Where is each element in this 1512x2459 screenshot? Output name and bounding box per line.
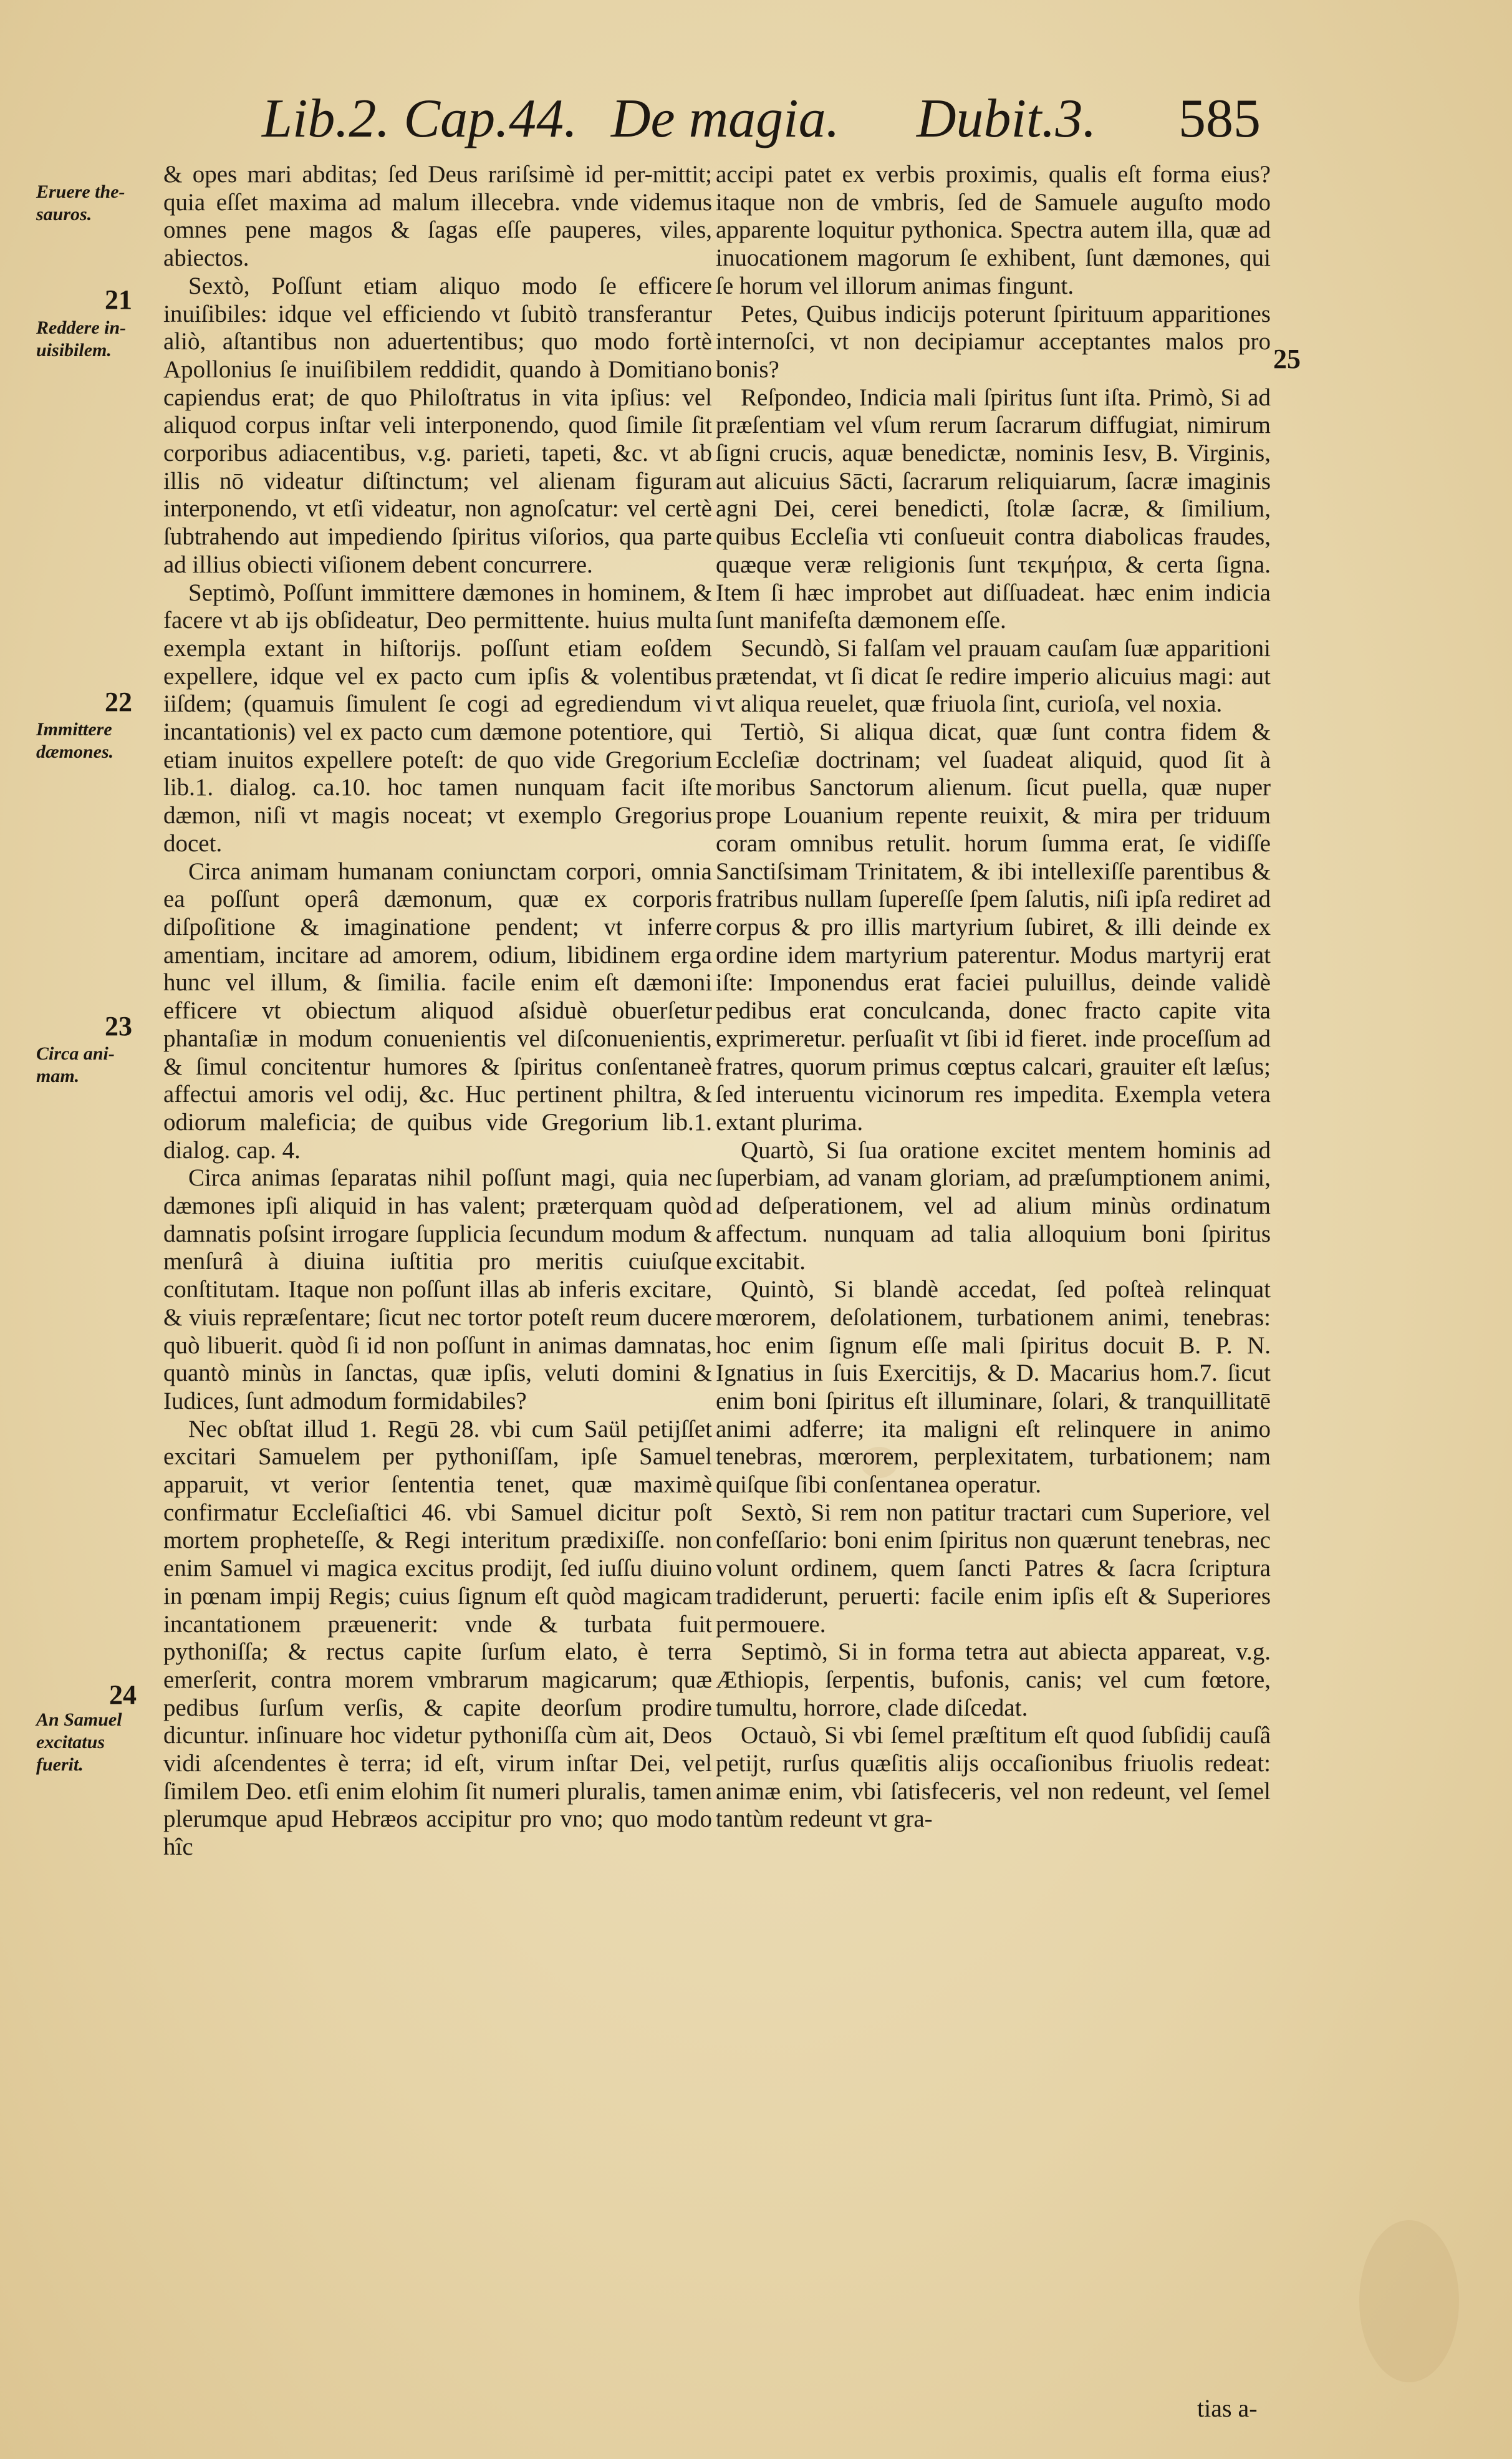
margin-number-25: 25 [1273, 344, 1301, 374]
margin-number-22: 22 [105, 687, 132, 717]
right-column [716, 161, 1271, 2400]
paragraph: Tertiò, Si aliqua dicat, quæ ſunt contra fidem & Eccleſiæ doctrinam; vel ſuadeat aliquid, quod ſit à moribus Sanctorum alienum. ſicut puella, quæ nuper prope Louanium repente reuixit, & mira per triduum coram omnibus retulit. horum ſumma erat, ſe vidiſſe Sanctiſsimam Trinitatem, & ibi intellexiſſe parentibus & fratribus nullam ſupereſſe ſpem ſalutis, niſi ipſa rediret ad corpus & pro illis martyrium ſubiret, & illi deinde ex ordine idem martyrium paterentur. Modus martyrij erat iſte: Imponendus erat faciei puluillus, deinde validè pedibus erat conculcanda, donec fracto capite vita exprimeretur. perſuaſit vt ſibi id fieret. inde proceſſum ad fratres, quorum primus cœptus calcari, grauiter eſt læſus; ſed interuentu vicinorum res impedita. Exempla vetera extant plurima. [716, 718, 1271, 1136]
paragraph: accipi patet ex verbis proximis, qualis eſt forma eius? itaque non de vmbris, ſed de Samuele auguſto modo apparente loquitur pythonica. Spectra autem illa, quæ ad inuocationem magorum ſe exhibent, ſunt dæmones, qui ſe horum vel illorum animas fingunt. [716, 161, 1271, 299]
paragraph: Circa animam humanam coniunctam corpori, omnia ea poſſunt operâ dæmonum, quæ ex corporis diſpoſitione & imaginatione pendent; vt inferre amentiam, incitare ad amorem, odium, libidinem erga hunc vel illum, & ſimilia. facile enim eſt dæmoni efficere vt obiectum aliquod aſsiduè obuerſetur phantaſiæ in modum conuenientis vel diſconuenientis, & ſimul concitentur humores & ſpiritus conſentaneè affectui amoris vel odij, &c. Huc pertinent philtra, & odiorum maleficia; de quibus vide Gregorium lib.1. dialog. cap. 4. [163, 858, 712, 1164]
paragraph: & opes mari abditas; ſed Deus rariſsimè id per-mittit; quia eſſet maxima ad malum illecebra. vnde videmus omnes pene magos & ſagas eſſe pauperes, viles, abiectos. [163, 161, 712, 272]
margin-note-invisibilem: Reddere in-uisibilem. [36, 317, 127, 360]
margin-number-24: 24 [109, 1679, 137, 1710]
margin-number-21: 21 [105, 284, 132, 315]
header-book-chapter: Lib.2. Cap.44. [262, 89, 578, 149]
header-title: De magia. [611, 89, 840, 149]
paragraph: Petes, Quibus indicijs poterunt ſpirituum apparitiones internoſci, vt non decipiamur acceptantes malos pro bonis? [716, 300, 1271, 383]
catchword: tias a- [1197, 2394, 1258, 2422]
page-number: 585 [1178, 89, 1261, 149]
paragraph: Reſpondeo, Indicia mali ſpiritus ſunt iſta. Primò, Si ad præſentiam vel vſum rerum ſacrarum diffugiat, nimirum ſigni crucis, aquæ benedictæ, nominis Iesv, B. Virginis, aut alicuius Sācti, ſacrarum reliquiarum, ſacræ imaginis agni Dei, cerei benedicti, ſtolæ ſacræ, & ſimilium, quibus Eccleſia vti conſueuit contra diabolicas fraudes, quæque veræ religionis ſunt τεκμήρια, & certa ſigna. Item ſi hæc improbet aut diſſuadeat. hæc enim indicia ſunt manifeſta dæmonem eſſe. [716, 384, 1271, 634]
paragraph: Octauò, Si vbi ſemel præſtitum eſt quod ſubſidij cauſâ petijt, rurſus quæſitis alijs occaſionibus friuolis redeat: animæ enim, vbi ſatisfeceris, vel non redeunt, vel ſemel tantùm redeunt vt gra- [716, 1722, 1271, 1833]
paragraph: Septimò, Poſſunt immittere dæmones in hominem, & facere vt ab ijs obſideatur, Deo permittente. huius multa exempla extant in hiſtorijs. poſſunt etiam eoſdem expellere, idque vel ex pacto cum ipſis & volentibus iiſdem; (quamuis ſimulent ſe cogi ad egrediendum vi incantationis) vel ex pacto cum dæmone potentiore, qui etiam inuitos expellere poteſt: de quo vide Gregorium lib.1. dialog. ca.10. hoc tamen nunquam facit iſte dæmon, niſi vt magis noceat; vt exemplo Gregorius docet. [163, 579, 712, 857]
paragraph: Quintò, Si blandè accedat, ſed poſteà relinquat mœrorem, deſolationem, turbationem animi, tenebras: hoc enim ſignum eſſe mali ſpiritus docuit B. P. N. Ignatius in ſuis Exercitijs, & D. Macarius hom.7. ſicut enim boni ſpiritus eſt illuminare, ſolari, & tranquillitatē animi adferre; ita maligni eſt relinquere in animo tenebras, mœrorem, perplexitatem, turbationem; nam quiſque ſibi conſentanea operatur. [716, 1276, 1271, 1499]
header-dubitatio: Dubit.3. [917, 89, 1097, 149]
paragraph: Sextò, Poſſunt etiam aliquo modo ſe efficere inuiſibiles: idque vel efficiendo vt ſubitò transferantur aliò, aſtantibus non aduertentibus; quo modo fortè Apollonius ſe inuiſibilem reddidit, quando à Domitiano capiendus erat; de quo Philoſtratus in vita ipſius: vel aliquod corpus inſtar veli interponendo, quod ſimile ſit corporibus adiacentibus, v.g. parieti, tapeti, &c. vt ab illis nō videatur diſtinctum; vel alienam figuram interponendo, vt etſi videatur, non agnoſcatur: vel certè ſubtrahendo aut impediendo ſpiritus viſorios, qua parte ad illius obiecti viſionem debent concurrere. [163, 272, 712, 578]
margin-note-samuel: An Samuel excitatus fuerit. [36, 1709, 122, 1775]
paragraph: Sextò, Si rem non patitur tractari cum Superiore, vel confeſſario: boni enim ſpiritus non quærunt tenebras, nec volunt ordinem, quem ſancti Patres & ſacra ſcriptura tradiderunt, peruerti: facile enim ipſis eſt & Superiores permouere. [716, 1499, 1271, 1638]
margin-note-daemones: Immittere dæmones. [36, 719, 114, 762]
margin-note-animam: Circa ani-mam. [36, 1043, 115, 1086]
left-column [163, 161, 712, 2400]
paragraph: Quartò, Si ſua oratione excitet mentem hominis ad ſuperbiam, ad vanam gloriam, ad præſumptionem animi, ad deſperationem, vel ad alium minùs ordinatum affectum. nunquam ad talia alloquium boni ſpiritus excitabit. [716, 1136, 1271, 1275]
paragraph: Septimò, Si in forma tetra aut abiecta appareat, v.g. Æthiopis, ſerpentis, bufonis, canis; vel cum fœtore, tumultu, horrore, clade diſcedat. [716, 1638, 1271, 1721]
paragraph: Nec obſtat illud 1. Regū 28. vbi cum Saül petijſſet excitari Samuelem per pythoniſſam, ipſe Samuel apparuit, vt verior ſententia tenet, quæ maximè confirmatur Eccleſiaſtici 46. vbi Samuel dicitur poſt mortem propheteſſe, & Regi interitum prædixiſſe. non enim Samuel vi magica excitus prodijt, ſed iuſſu diuino in pœnam impij Regis; cuius ſignum eſt quòd magicam incantationem præuenerit: vnde & turbata fuit pythoniſſa; & rectus capite ſurſum elato, è terra emerſerit, contra morem vmbrarum magicarum; quæ pedibus ſurſum verſis, & capite deorſum prodire dicuntur. inſinuare hoc videtur pythoniſſa cùm ait, Deos vidi aſcendentes è terra; id eſt, virum inſtar Dei, vel ſimilem Deo. etſi enim elohim ſit numeri pluralis, tamen plerumque apud Hebræos accipitur pro vno; quo modo hîc [163, 1415, 712, 1861]
paper-stain [1359, 2220, 1459, 2382]
paragraph: Circa animas ſeparatas nihil poſſunt magi, quia nec dæmones ipſi aliquid in has valent; præterquam quòd damnatis poſsint irrogare ſupplicia ſecundum modum & menſurâ à diuina iuſtitia pro meritis cuiuſque conſtitutam. Itaque non poſſunt illas ab inferis excitare, & viuis repræſentare; ſicut nec tortor poteſt reum ducere quò libuerit. quòd ſi id non poſſunt in animas damnatas, quantò minùs in ſanctas, quæ ipſis, veluti domini & Iudices, ſunt admodum formidabiles? [163, 1164, 712, 1414]
margin-number-23: 23 [105, 1011, 132, 1041]
paragraph: Secundò, Si falſam vel prauam cauſam ſuæ apparitioni prætendat, vt ſi dicat ſe redire imperio alicuius magi: aut vt aliqua reuelet, quæ friuola ſint, curioſa, vel noxia. [716, 634, 1271, 718]
running-header [262, 87, 1322, 156]
margin-note-eruere: Eruere the-sauros. [36, 181, 125, 225]
